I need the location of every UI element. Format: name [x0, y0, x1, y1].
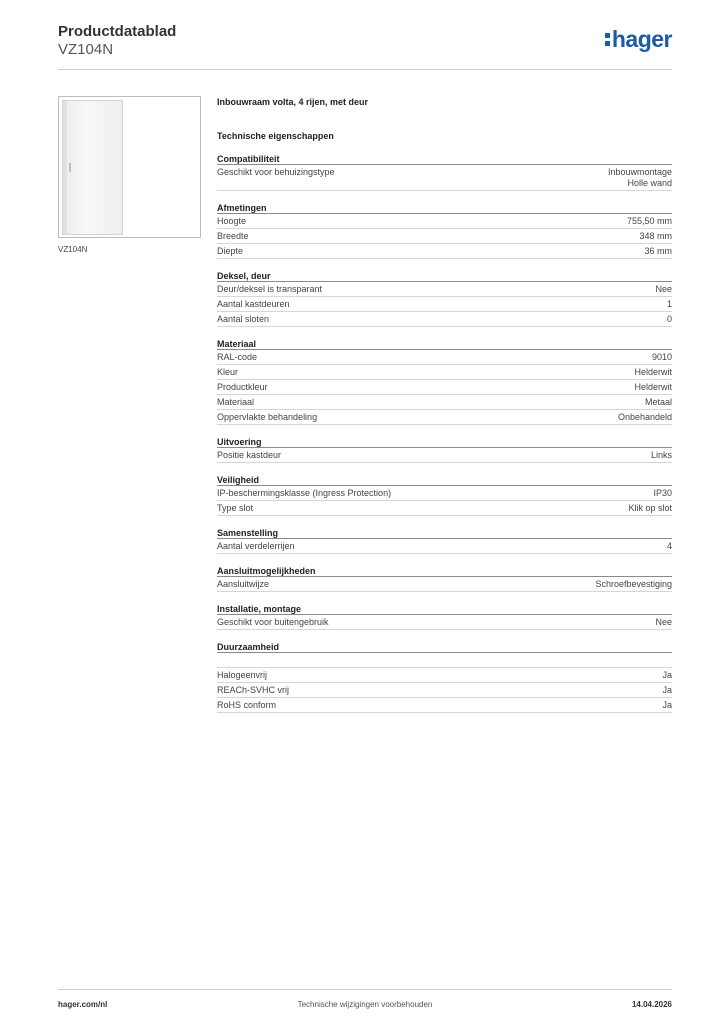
spec-value-line: Metaal — [644, 397, 672, 407]
spec-value — [639, 231, 672, 242]
section-title: Duurzaamheid — [217, 641, 672, 653]
spec-section — [217, 270, 672, 327]
spec-value — [608, 167, 672, 189]
spec-row — [217, 312, 672, 327]
spec-label: REACh-SVHC vrij — [217, 685, 290, 695]
section-title: Deksel, deur — [217, 270, 672, 282]
spec-value — [667, 314, 672, 325]
spec-value-line: 348 mm — [639, 231, 672, 241]
spec-value-line: Klik op slot — [628, 503, 672, 513]
section-title: Aansluitmogelijkheden — [217, 565, 672, 577]
spec-row — [217, 282, 672, 297]
spec-row — [217, 410, 672, 425]
spec-row — [217, 577, 672, 592]
spec-label: Oppervlakte behandeling — [217, 412, 318, 422]
spec-value — [655, 617, 672, 628]
page-footer — [58, 992, 672, 1012]
section-title: Uitvoering — [217, 436, 672, 448]
spec-value-line: Ja — [662, 670, 672, 680]
footer-date: 14.04.2026 — [631, 1000, 672, 1009]
spec-label: Deur/deksel is transparant — [217, 284, 323, 294]
spec-row — [217, 668, 672, 683]
spec-value — [618, 412, 672, 423]
spec-value-line: 4 — [666, 541, 672, 551]
spec-value — [669, 655, 672, 666]
spec-value — [634, 382, 672, 393]
spec-section — [217, 153, 672, 191]
spec-row — [217, 448, 672, 463]
spec-value-line: Ja — [662, 685, 672, 695]
spec-label: Aantal sloten — [217, 314, 270, 324]
spec-value — [655, 284, 672, 295]
spec-label: RoHS conform — [217, 700, 277, 710]
spec-value-line: 755,50 mm — [626, 216, 672, 226]
spec-row — [217, 214, 672, 229]
product-image — [58, 96, 201, 238]
spec-label: RAL-code — [217, 352, 258, 362]
spec-label: Type slot — [217, 503, 254, 513]
spec-value — [627, 216, 672, 227]
spec-label: Aansluitwijze — [217, 579, 270, 589]
spec-value-line: Nee — [655, 284, 672, 294]
spec-value-line: Schroefbevestiging — [595, 579, 672, 589]
spec-value-line: Ja — [662, 700, 672, 710]
spec-label: Hoogte — [217, 216, 247, 226]
spec-section — [217, 641, 672, 713]
spec-value-line: Onbehandeld — [617, 412, 672, 422]
footer-website: hager.com/nl — [58, 1000, 108, 1009]
spec-row — [217, 501, 672, 516]
section-title: Samenstelling — [217, 527, 672, 539]
spec-label: Positie kastdeur — [217, 450, 282, 460]
hager-logo — [605, 26, 672, 53]
cabinet-door-image — [62, 100, 123, 235]
spec-value-line: 9010 — [651, 352, 672, 362]
spec-label: Halogeenvrij — [217, 670, 268, 680]
footer-divider — [58, 989, 672, 990]
spec-row — [217, 244, 672, 259]
spec-row — [217, 698, 672, 713]
spec-value — [645, 397, 672, 408]
section-title: Afmetingen — [217, 202, 672, 214]
spec-row — [217, 165, 672, 191]
document-title: Productdatablad — [58, 23, 177, 40]
spec-row — [217, 683, 672, 698]
spec-label: Diepte — [217, 246, 244, 256]
spec-value — [662, 670, 672, 681]
product-code: VZ104N — [58, 41, 114, 58]
spec-section — [217, 202, 672, 259]
footer-notice: Technische wijzigingen voorbehouden — [297, 1000, 433, 1009]
spec-value — [595, 579, 672, 590]
section-title: Installatie, montage — [217, 603, 672, 615]
section-title: Veiligheid — [217, 474, 672, 486]
spec-value-line: Holle wand — [627, 178, 672, 188]
spec-label: Geschikt voor buitengebruik — [217, 617, 329, 627]
spec-row — [217, 653, 672, 668]
spec-value — [667, 299, 672, 310]
spec-value-line: Links — [650, 450, 672, 460]
page-header — [58, 20, 672, 70]
spec-section — [217, 474, 672, 516]
spec-content — [217, 96, 672, 713]
spec-value-line: Nee — [655, 617, 672, 627]
spec-value — [662, 700, 672, 711]
spec-label: IP-beschermingsklasse (Ingress Protection) — [217, 488, 392, 498]
tech-properties-heading: Technische eigenschappen — [217, 131, 334, 141]
spec-row — [217, 297, 672, 312]
spec-value-line: IP30 — [653, 488, 672, 498]
product-description: Inbouwraam volta, 4 rijen, met deur — [217, 97, 369, 107]
spec-row — [217, 350, 672, 365]
spec-value-line: Inbouwmontage — [607, 167, 672, 177]
spec-section — [217, 565, 672, 592]
spec-value — [662, 685, 672, 696]
door-handle-icon — [69, 163, 71, 172]
spec-label: Geschikt voor behuizingstype — [217, 167, 335, 177]
spec-value — [628, 503, 672, 514]
spec-value — [667, 541, 672, 552]
spec-row — [217, 395, 672, 410]
spec-value-line: Helderwit — [634, 382, 672, 392]
spec-label: Kleur — [217, 367, 239, 377]
spec-label: Productkleur — [217, 382, 268, 392]
spec-value — [652, 352, 672, 363]
spec-row — [217, 615, 672, 630]
header-divider — [58, 69, 672, 70]
spec-section — [217, 527, 672, 554]
spec-value — [651, 450, 672, 461]
spec-value-line: 1 — [666, 299, 672, 309]
spec-row — [217, 229, 672, 244]
spec-row — [217, 380, 672, 395]
spec-label: Breedte — [217, 231, 249, 241]
spec-value-line: 0 — [666, 314, 672, 324]
spec-label: Aantal kastdeuren — [217, 299, 290, 309]
spec-section — [217, 436, 672, 463]
spec-value-line: Helderwit — [634, 367, 672, 377]
spec-section — [217, 603, 672, 630]
spec-row — [217, 486, 672, 501]
spec-row — [217, 539, 672, 554]
spec-value — [644, 246, 672, 257]
logo-colon-icon — [605, 32, 610, 48]
section-title: Compatibiliteit — [217, 153, 672, 165]
spec-sections — [217, 153, 672, 713]
spec-value-line: 36 mm — [644, 246, 672, 256]
spec-row — [217, 365, 672, 380]
spec-label: Materiaal — [217, 397, 255, 407]
spec-value-line — [669, 655, 672, 666]
spec-label — [217, 655, 220, 666]
spec-value — [634, 367, 672, 378]
spec-section — [217, 338, 672, 425]
spec-value — [653, 488, 672, 499]
section-title: Materiaal — [217, 338, 672, 350]
cabinet-edge — [63, 101, 67, 234]
spec-label: Aantal verdelerrijen — [217, 541, 295, 551]
logo-text: hager — [611, 26, 672, 52]
image-caption: VZ104N — [58, 245, 88, 254]
